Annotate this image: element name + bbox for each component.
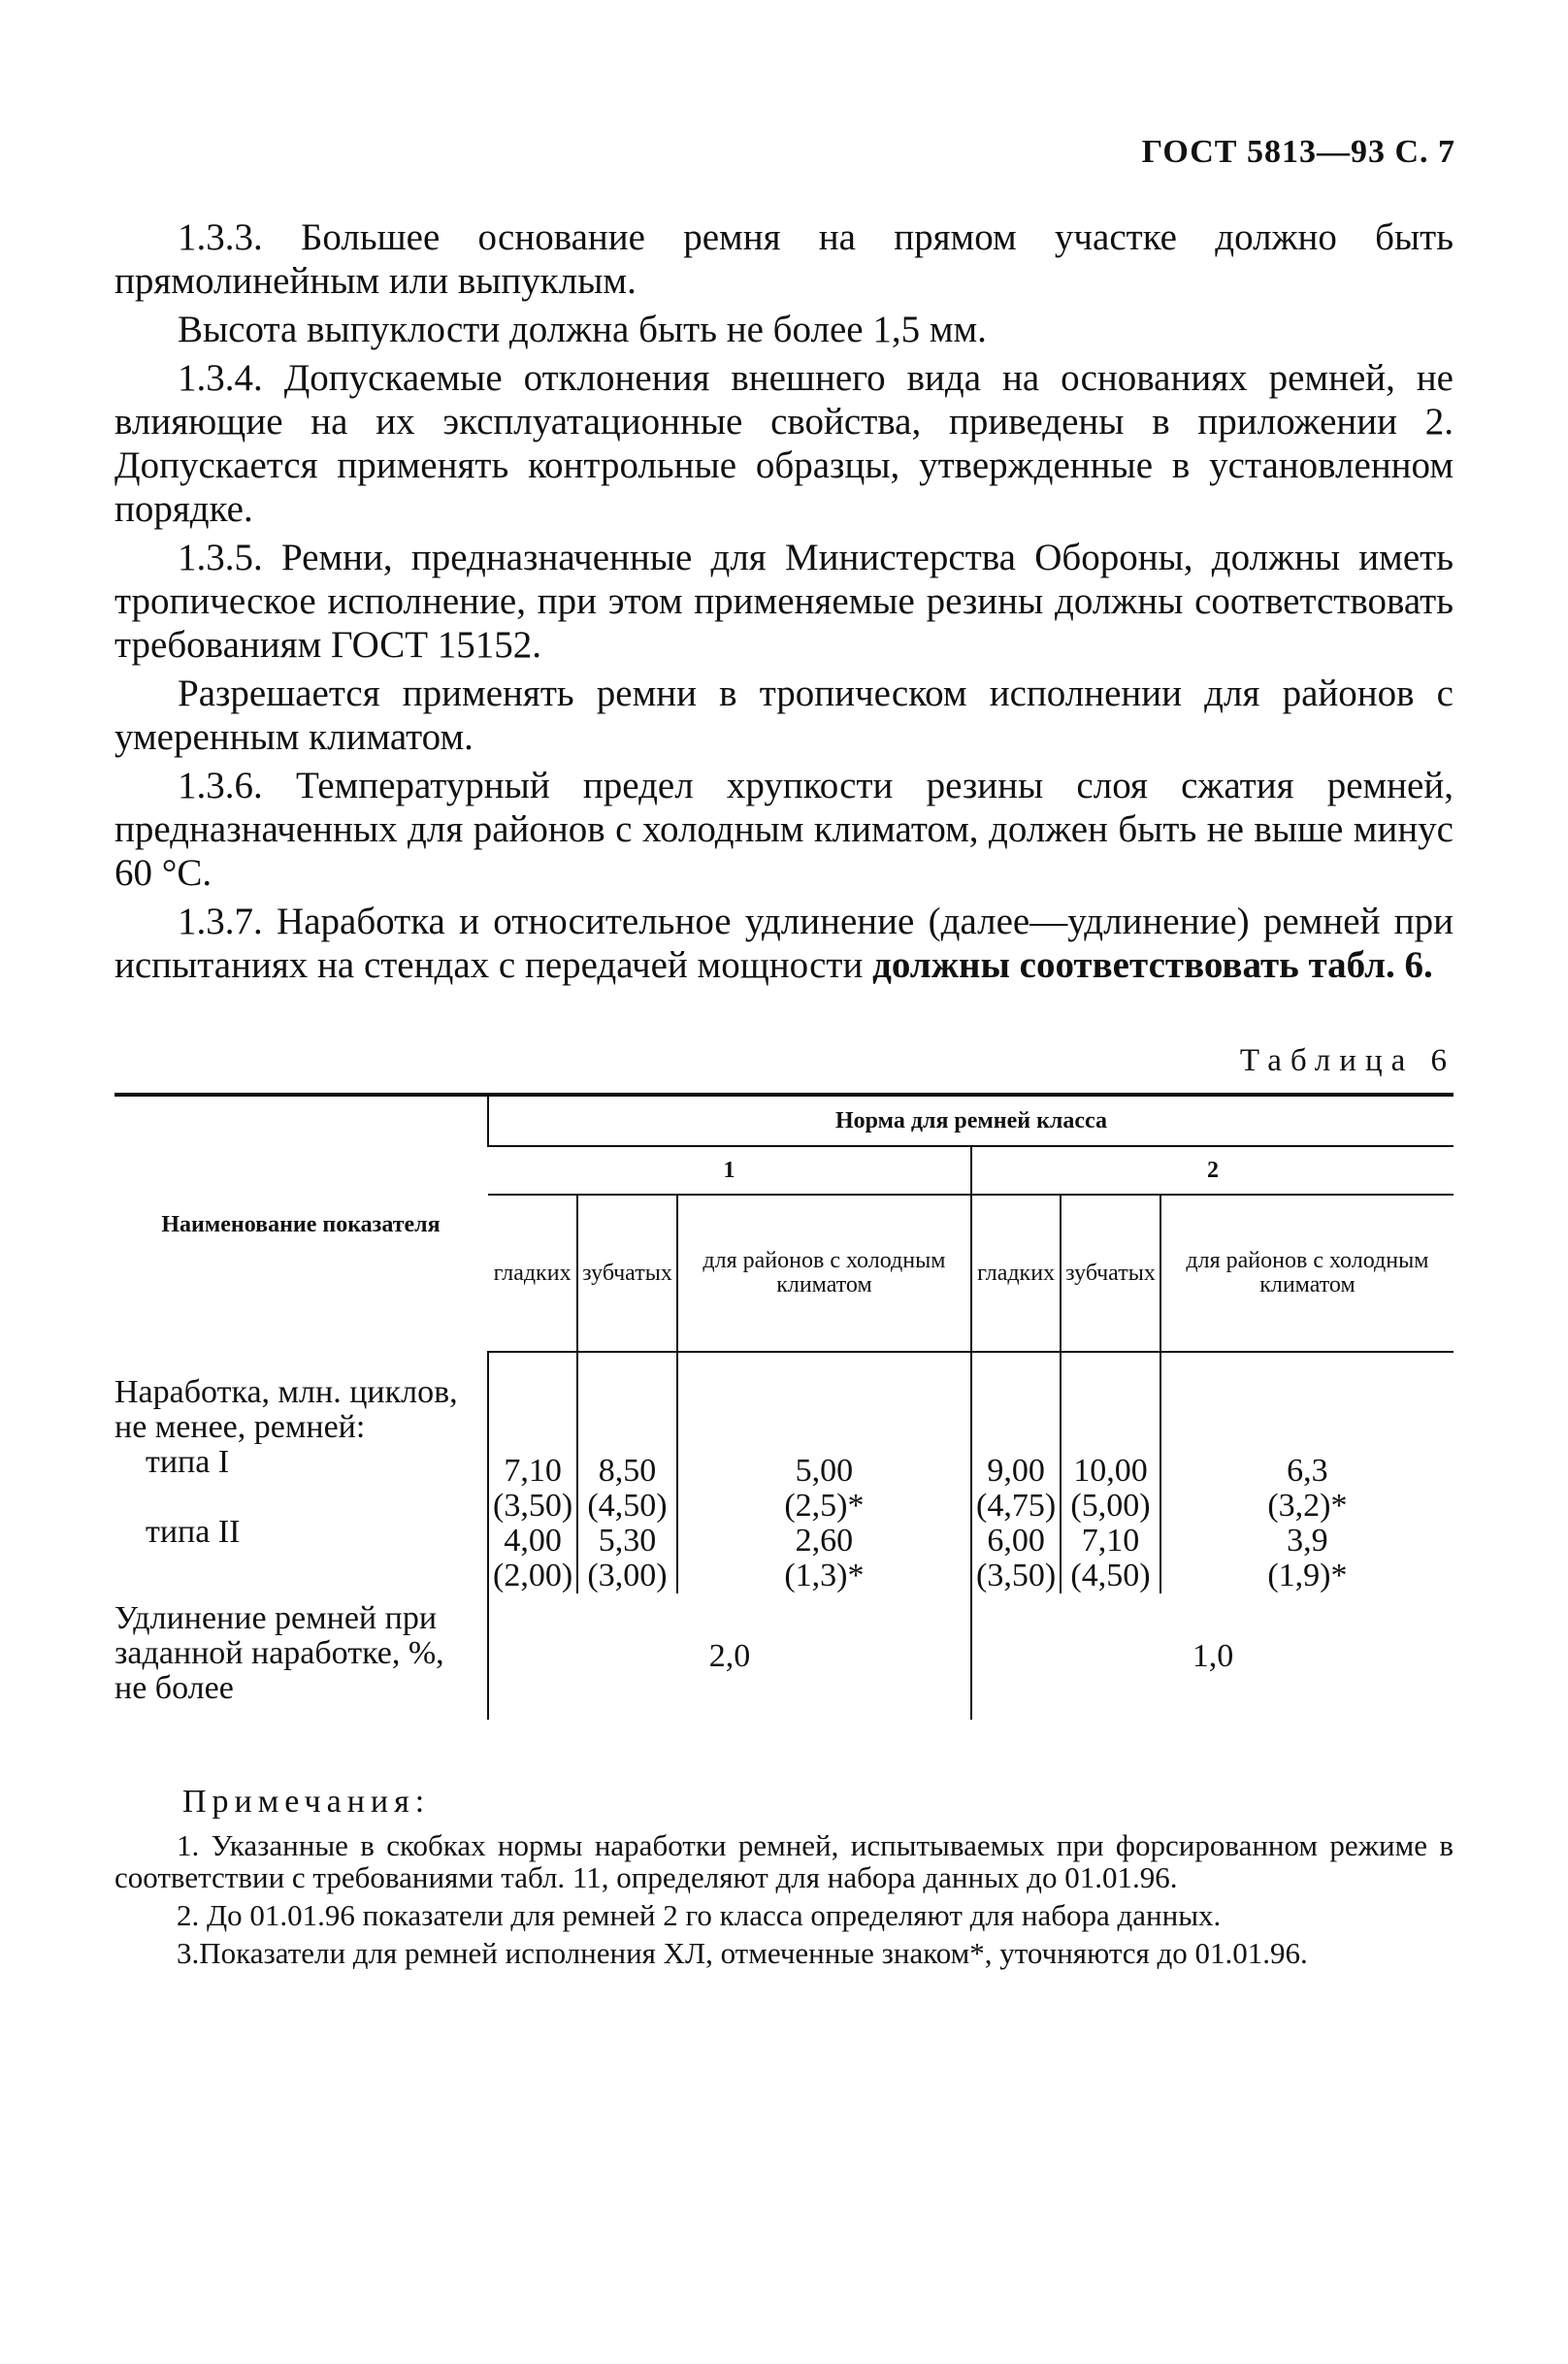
header-cold-1: для районов с холодным климатом <box>677 1195 971 1352</box>
cell-elongation-param: Удлинение ремней при заданной наработке, %, не более <box>114 1600 444 1706</box>
paragraph-tropical: Разрешается применять ремни в тропическом исполнении для районов с умеренным климатом. <box>114 673 1454 758</box>
cell-life-cold-1 <box>677 1352 971 1593</box>
value: (3,50) <box>493 1488 573 1524</box>
value: 5,00 <box>795 1453 854 1489</box>
table-row-elongation <box>114 1593 1454 1720</box>
value: (2,00) <box>493 1558 573 1593</box>
norm-table <box>114 1093 1454 1720</box>
header-class-1: 1 <box>488 1146 971 1195</box>
life-param-type2: типа II <box>146 1514 241 1550</box>
value: (2,5)* <box>784 1488 865 1524</box>
value: (4,75) <box>976 1488 1057 1524</box>
paragraph-1-3-4: 1.3.4. Допускаемые отклонения внешнего вида на основаниях ремней, не влияющие на их эксплуатационные свойства, приведены в приложении 2. Допускается применять контрольные образцы, утвержденные в установленном порядке. <box>114 357 1454 530</box>
value: 10,00 <box>1073 1453 1148 1489</box>
cell-life-param <box>114 1352 488 1593</box>
value: (3,00) <box>587 1558 668 1593</box>
header-cold-2: для районов с холодным климатом <box>1160 1195 1454 1352</box>
header-smooth-2: гладких <box>971 1195 1061 1352</box>
paragraph-1-3-6: 1.3.6. Температурный предел хрупкости резины слоя сжатия ремней, предназначенных для районов с холодным климатом, должен быть не выше минус 60 °С. <box>114 765 1454 894</box>
value: (3,50) <box>976 1558 1057 1593</box>
cell-elongation-class-1: 2,0 <box>488 1593 971 1720</box>
header-norm: Норма для ремней класса <box>488 1095 1454 1146</box>
cell-life-toothed-2 <box>1061 1352 1160 1593</box>
value: 6,00 <box>987 1523 1045 1559</box>
paragraph-1-3-7 <box>114 900 1454 987</box>
header-toothed-1: зубчатых <box>577 1195 677 1352</box>
value: (1,3)* <box>784 1558 865 1593</box>
cell-elongation-class-2: 1,0 <box>971 1593 1454 1720</box>
table-row-life <box>114 1352 1454 1593</box>
header-class-2: 2 <box>971 1146 1454 1195</box>
life-param-type1: типа I <box>146 1444 230 1480</box>
value: (5,00) <box>1070 1488 1151 1524</box>
paragraph-1-3-5: 1.3.5. Ремни, предназначенные для Министерства Обороны, должны иметь тропическое исполнение, при этом применяемые резины должны соответствовать требованиям ГОСТ 15152. <box>114 537 1454 666</box>
paragraph-1-3-7-text: 1.3.7. Наработка и относительное удлинение (далее—удлинение) ремней при испытаниях на стендах с передачей мощности <box>114 901 1454 986</box>
value: 8,50 <box>598 1453 657 1489</box>
value: 3,9 <box>1287 1523 1328 1559</box>
note-1: 1. Указанные в скобках нормы наработки ремней, испытываемых при форсированном режиме в соответствии с требованиями табл. 11, определяют для набора данных до 01.01.96. <box>114 1828 1454 1894</box>
header-param-name: Наименование показателя <box>114 1095 488 1352</box>
cell-life-cold-2 <box>1160 1352 1454 1593</box>
cell-life-smooth-1 <box>488 1352 577 1593</box>
value: 4,00 <box>504 1523 562 1559</box>
value: 2,60 <box>795 1523 854 1559</box>
value: 7,10 <box>504 1453 562 1489</box>
life-param-title: Наработка, млн. циклов, не менее, ремней: <box>114 1374 458 1445</box>
paragraph-1-3-3: 1.3.3. Большее основание ремня на прямом участке должно быть прямолинейным или выпуклым. <box>114 216 1454 302</box>
value: (4,50) <box>587 1488 668 1524</box>
value: 9,00 <box>987 1453 1045 1489</box>
value: 6,3 <box>1287 1453 1328 1489</box>
paragraph-convexity: Высота выпуклости должна быть не более 1,5 мм. <box>178 309 987 350</box>
notes <box>114 1786 1454 1975</box>
table-caption: Таблица 6 <box>1239 1043 1455 1078</box>
paragraph-1-3-7-bold: должны соответствовать табл. 6. <box>872 944 1433 986</box>
body-text <box>114 215 1454 992</box>
value: 5,30 <box>598 1523 657 1559</box>
value: (1,9)* <box>1267 1558 1348 1593</box>
notes-title: Примечания: <box>182 1784 431 1820</box>
running-header: ГОСТ 5813—93 С. 7 <box>1141 134 1455 170</box>
cell-life-smooth-2 <box>971 1352 1061 1593</box>
value: (3,2)* <box>1267 1488 1348 1524</box>
header-smooth-1: гладких <box>488 1195 577 1352</box>
note-2: 2. До 01.01.96 показатели для ремней 2 го класса определяют для набора данных. <box>177 1898 1222 1932</box>
value: 7,10 <box>1081 1523 1140 1559</box>
cell-life-toothed-1 <box>577 1352 677 1593</box>
header-toothed-2: зубчатых <box>1061 1195 1160 1352</box>
value: (4,50) <box>1070 1558 1151 1593</box>
note-3: 3.Показатели для ремней исполнения ХЛ, отмеченные знаком*, уточняются до 01.01.96. <box>177 1936 1308 1970</box>
